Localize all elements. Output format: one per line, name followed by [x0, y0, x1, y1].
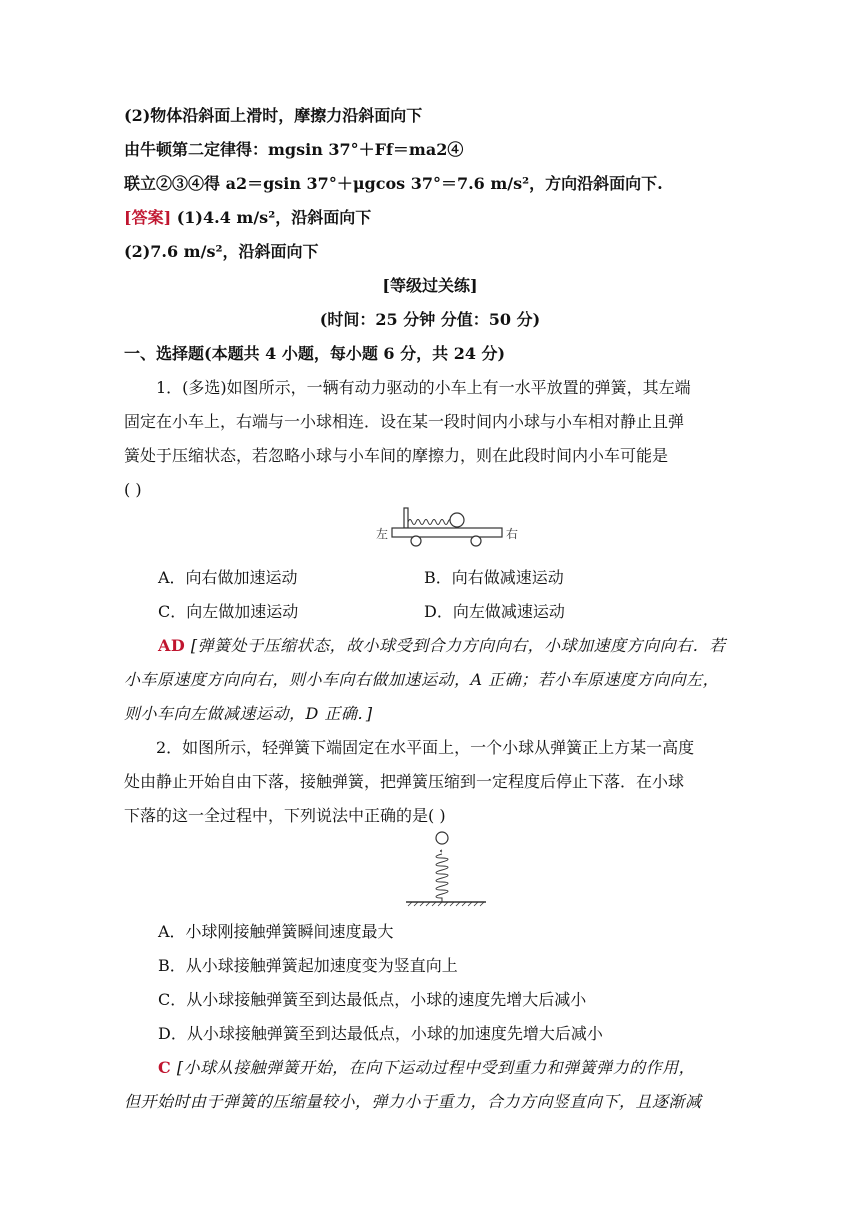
question-2-text: 2．如图所示，轻弹簧下端固定在水平面上，一个小球从弹簧正上方某一高度 — [156, 738, 695, 757]
explanation-text: [弹簧处于压缩状态，故小球受到合力方向向右，小球加速度方向向右．若 — [185, 636, 726, 655]
question-2-text: 处由静止开始自由下落，接触弹簧，把弹簧压缩到一定程度后停止下落．在小球 — [124, 772, 685, 791]
option-b: B．从小球接触弹簧起加速度变为竖直向上 — [158, 956, 458, 975]
label-right: 右 — [506, 527, 519, 541]
explanation-text: [小球从接触弹簧开始，在向下运动过程中受到重力和弹簧弹力的作用， — [171, 1058, 696, 1077]
question-1-blank: ( ) — [124, 480, 142, 499]
question-1-text: 1．(多选)如图所示，一辆有动力驱动的小车上有一水平放置的弹簧，其左端 — [156, 378, 691, 397]
answer-line: (2)7.6 m/s²，沿斜面向下 — [124, 242, 319, 261]
question-1-text: 固定在小车上，右端与一小球相连．设在某一段时间内小球与小车相对静止且弹 — [124, 412, 685, 431]
option-d: D．从小球接触弹簧至到达最低点，小球的加速度先增大后减小 — [158, 1024, 603, 1043]
cart-spring-figure — [376, 506, 536, 552]
answer-key: C — [158, 1058, 172, 1077]
answer-key: AD — [158, 636, 186, 655]
solution-line: 联立②③④得 a2＝gsin 37°＋μgcos 37°＝7.6 m/s²，方向沿斜面向下. — [124, 174, 663, 193]
option-c: C．从小球接触弹簧至到达最低点，小球的速度先增大后减小 — [158, 990, 587, 1009]
explanation-line: 但开始时由于弹簧的压缩量较小，弹力小于重力，合力方向竖直向下，且逐渐减 — [124, 1092, 702, 1111]
option-d: D．向左做减速运动 — [424, 602, 565, 621]
answer-line — [124, 206, 371, 230]
label-left: 左 — [376, 527, 389, 541]
part-title: 一、选择题(本题共 4 小题，每小题 6 分，共 24 分) — [124, 344, 506, 363]
question-2-text: 下落的这一全过程中，下列说法中正确的是( ) — [124, 806, 446, 825]
option-c: C．向左做加速运动 — [158, 602, 299, 621]
explanation-line: 则小车向左做减速运动，D 正确．] — [124, 704, 373, 723]
section-title: [等级过关练] — [382, 276, 478, 295]
explanation-line — [158, 634, 726, 658]
option-a: A．向右做加速运动 — [158, 568, 298, 587]
answer-tag: [答案] — [124, 208, 172, 227]
option-a: A．小球刚接触弹簧瞬间速度最大 — [158, 922, 394, 941]
vertical-spring-figure — [402, 830, 492, 910]
solution-line: 由牛顿第二定律得：mgsin 37°＋Ff＝ma2④ — [124, 140, 464, 159]
question-1-text: 簧处于压缩状态，若忽略小球与小车间的摩擦力，则在此段时间内小车可能是 — [124, 446, 669, 465]
explanation-line — [158, 1056, 695, 1080]
answer-text: (1)4.4 m/s²，沿斜面向下 — [171, 208, 372, 227]
explanation-line: 小车原速度方向向右，则小车向右做加速运动，A 正确；若小车原速度方向向左， — [124, 670, 720, 689]
solution-line: (2)物体沿斜面上滑时，摩擦力沿斜面向下 — [124, 106, 423, 125]
option-b: B．向右做减速运动 — [424, 568, 564, 587]
section-meta: (时间：25 分钟 分值：50 分) — [319, 310, 541, 329]
